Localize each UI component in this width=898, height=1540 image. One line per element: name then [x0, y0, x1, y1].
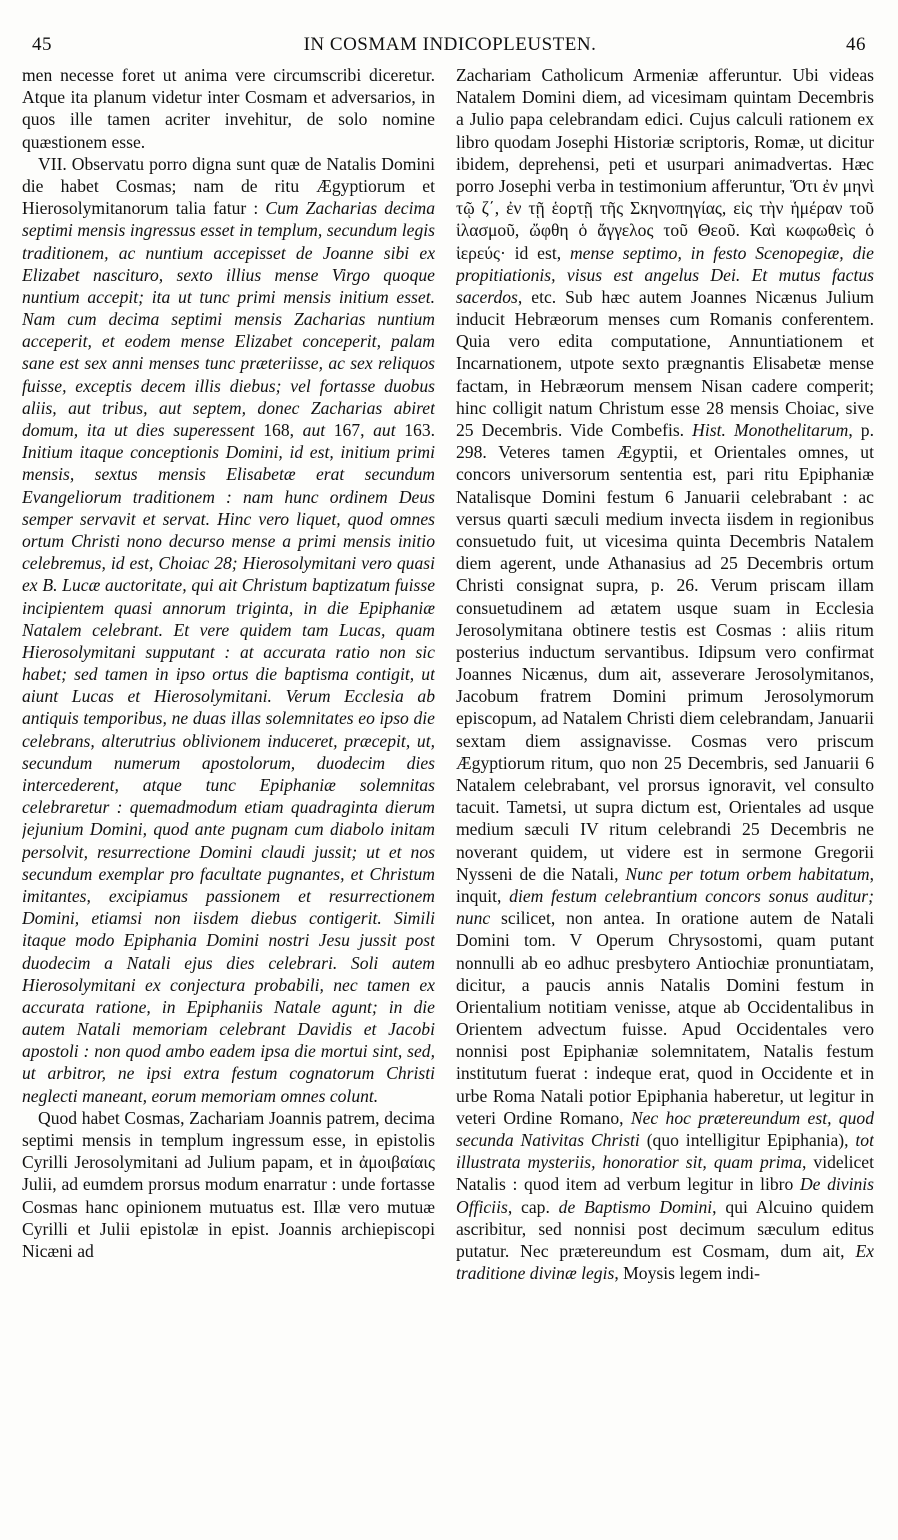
text-run: (quo intelligitur Epiphania),	[639, 1130, 856, 1150]
text-run: Zachariam Catholicum Armeniæ afferuntur. Ubi videas Natalem Domini diem, ad vicesimam quintam Decembris a Julio papa celebrandam edici. Cujus calculi rationem ex libro quodam Josephi Historiæ scriptoris, Romæ, ut dicitur ibidem, deprehensi, peti et usurpari animadvertas. Hæc porro Josephi verba in testimonium afferuntur, Ὅτι ἐν μηνὶ τῷ ζ΄, ἐν τῇ ἑορτῇ τῆς Σκηνοπηγίας, εἰς τὴν ἡμέραν τοῦ ἱλασμοῦ, ὤφθη ὁ ἄγγελος τοῦ Θεοῦ. Καὶ κωφωθεὶς ὁ ἱερεύς· id est,	[456, 65, 874, 263]
text-run: , p. 298. Veteres tamen Ægyptii, et Orientales omnes, ut concors universorum sententia est, pari ritu Epiphaniæ Natalisque Domini festum 6 Januarii celebrabant : ac versus quarti sæculi medium invecta iisdem in regionibus consuetudo fuit, ut vicesima quinta Decembris Natalem diem agerent, unde Athanasius ad 25 Decembris ortum Christi consignat supra, p. 26. Verum priscam illam consuetudinem ad ætatem usque suam in Ecclesia Jerosolymitana obtinere testis est Cosmas : aliis ritum posterius inductum servantibus. Idipsum vero confirmat Joannes Nicænus, dum ait, asseverare Jerosolymitanos, Jacobum fratrem Domini primum Jerosolymorum episcopum, ad Natalem Christi diem celebrandam, Januarii sextam diem assignavisse. Cosmas vero priscum Ægyptiorum ritum, quo non 25 Decembris, sed Januarii 6 Natalem celebrabant, vel prorsus ignoravit, vel consulto tacuit. Tametsi, ut supra dictum est, Orientales ad usque medium sæculi IV ritum celebrandi 25 Decembris ne noverant quidem, ut videre est in sermone Gregorii Nysseni de die Natali,	[456, 420, 874, 884]
text-run: scilicet, non antea. In oratione autem de Natali Domini tom. V Operum Chrysostomi, quam putant nonnulli ab eo adhuc presbytero Antiochiæ pronuntiatam, dicitur, a paucis annis Natalis Domini festum in Orientalium notitiam venisse, atque ab Occidentalibus in Orientem advectum fuisse. Apud Occidentales vero nonnisi post Epiphaniæ solemnitatem, Natalis festum institutum fuerat : indeque erat, quod in Occidente et in urbe Roma Natali potior Epiphania haberetur, ut legitur in veteri Ordine Romano,	[456, 908, 874, 1128]
text-run: VII. Observatu porro digna sunt quæ de Natalis Domini die habet Cosmas; nam de ritu Ægyptiorum et Hierosolymitanorum talia fatur :	[22, 153, 435, 219]
text-run: , cap.	[507, 1196, 559, 1217]
italic-text-run: Ex traditione divinæ legis	[456, 1240, 874, 1284]
italic-text-run: aut	[373, 420, 405, 440]
italic-text-run: Nunc per totum orbem habitatum	[625, 863, 870, 884]
italic-text-run: Cum Zacharias decima septimi mensis ingressus esset in templum, secundum legis traditionem, ac nuntium accepisset de Joanne sibi ex Elizabet nascituro, sexto illius mense Virgo quoque nuntium accepit; ita ut tunc primi mensis initium esset. Nam cum decima septimi mensis Zacharias nuntium acceperit, et eodem mense Elizabet conceperit, palam sane est sex anni menses tunc præteriisse, ac sex reliquos fuisse, exceptis decem illis diebus; vel fortasse duobus aliis, aut tribus, aut septem, donec Zacharias abiret domum, ita ut dies superessent	[22, 198, 435, 440]
italic-text-run: mense septimo, in festo Scenopegiæ, die propitiationis, visus est angelus Dei. Et mutus factus sacerdos	[456, 242, 874, 307]
text-run: men necesse foret ut anima vere circumscribi diceretur. Atque ita planum videtur inter Cosmam et adversarios, in quos ille tamen acriter invehitur, de solo nomine quæstionem esse.	[22, 65, 435, 152]
paragraph	[456, 64, 874, 1284]
left-column	[22, 64, 435, 1514]
page-number-left: 45	[32, 34, 52, 55]
paragraph	[22, 1107, 435, 1262]
italic-text-run: de Baptismo Domini	[558, 1196, 713, 1217]
italic-text-run: tot illustrata mysteriis, honoratior sit, quam prima	[456, 1130, 874, 1173]
text-run: 167,	[333, 420, 374, 440]
italic-text-run: aut	[302, 420, 334, 440]
text-run: Quod habet Cosmas, Zachariam Joannis patrem, decima septimi mensis in templum ingressum esse, in epistolis Cyrilli Jerosolymitani ad Julium papam, et in ἀμοιβαίαις Julii, ad eumdem prorsus modum enarratur : unde fortasse Cosmas hanc opinionem mutuatus est. Illæ vero mutuæ Cyrilli et Julii epistolæ in epist. Joannis archiepiscopi Nicæni ad	[22, 1107, 435, 1261]
italic-text-run: De divinis Officiis	[456, 1174, 874, 1217]
text-run: , Moysis legem indi-	[614, 1263, 760, 1284]
paragraph	[22, 153, 435, 1107]
running-title: IN COSMAM INDICOPLEUSTEN.	[303, 34, 597, 55]
text-run: , etc. Sub hæc autem Joannes Nicænus Julium inducit Hebræorum menses cum Romanis conferentem. Quia vero edita computatione, Annuntiationem et Incarnationem, utpote sexto prægnantis Elisabetæ mense factam, in Hebræorum mensem Nisan cadere comperit; hinc colligit natum Christum esse 28 mensis Choiac, sive 25 Decembris. Vide Combefis.	[456, 286, 874, 440]
paragraph	[22, 64, 435, 153]
text-run: , inquit,	[456, 863, 874, 906]
page-header	[24, 34, 876, 60]
italic-text-run: Nec hoc prætereundum est, quod secunda Nativitas Christi	[456, 1107, 874, 1150]
italic-text-run: Hist. Monothelitarum	[692, 420, 849, 440]
right-column	[456, 64, 874, 1514]
text-run: , qui Alcuino quidem ascribitur, sed nonnisi post decimum sæculum editus putatur. Nec prætereundum est Cosmam, dum ait,	[456, 1196, 874, 1261]
text-run: 163.	[404, 420, 435, 440]
page-number-right: 46	[846, 34, 866, 55]
text-run: , videlicet Natalis : quod item ad verbum legitur in libro	[456, 1152, 874, 1195]
italic-text-run: diem festum celebrantium concors sonus auditur; nunc	[456, 885, 874, 929]
italic-text-run: Initium itaque conceptionis Domini, id est, initium primi mensis, sextus mensis Elisabetæ erat secundum Evangeliorum traditionem : nam hunc ordinem Deus semper servavit et servat. Hinc vero liquet, quod omnes ortum Christi nono decurso mense a primi mensis initio celebremus, id est, Choiac 28; Hierosolymitani vero quasi ex B. Lucæ auctoritate, qui ait Christum baptizatum fuisse incipientem quasi annorum triginta, in die Epiphaniæ Natalem celebrant. Et vere quidem tam Lucas, quam Hierosolymitani supputant : at accurata ratio non sic habet; sed tamen in ipso ortus die baptisma contigit, ut aiunt Lucas et Hierosolymitani. Verum Ecclesia ab antiquis temporibus, ne duas illas solemnitates eo ipso die celebrans, alterutrius oblivionem induceret, præcepit, ut, secundum numerum apostolorum, duodecim dies intercederent, atque tunc Epiphaniæ solemnitas celebraretur : quemadmodum etiam quadraginta dierum jejunium Domini, quod ante pugnam cum diabolo initam persolvit, resurrectione Domini claudi jussit; ut et nos secundum exemplar pro facultate pugnantes, et Christum imitantes, excipiamus passionem et resurrectionem Domini, etiamsi non iisdem diebus contigerit. Simili itaque modo Epiphania Domini nostri Jesu jussit post duodecim a Natali ejus dies celebrari. Soli autem Hierosolymitani ex conjectura probabili, nec tamen ex accurata ratione, in Epiphaniis Natale agunt; in die autem Natali memoriam celebrant Davidis et Jacobi apostoli : non quod ambo eadem ipsa die mortui sint, sed, ut arbitror, ne ipsi extra festum cognatorum Christi neglecti maneant, eorum memoriam omnes colunt.	[22, 442, 435, 1106]
text-run: 168,	[263, 420, 303, 440]
